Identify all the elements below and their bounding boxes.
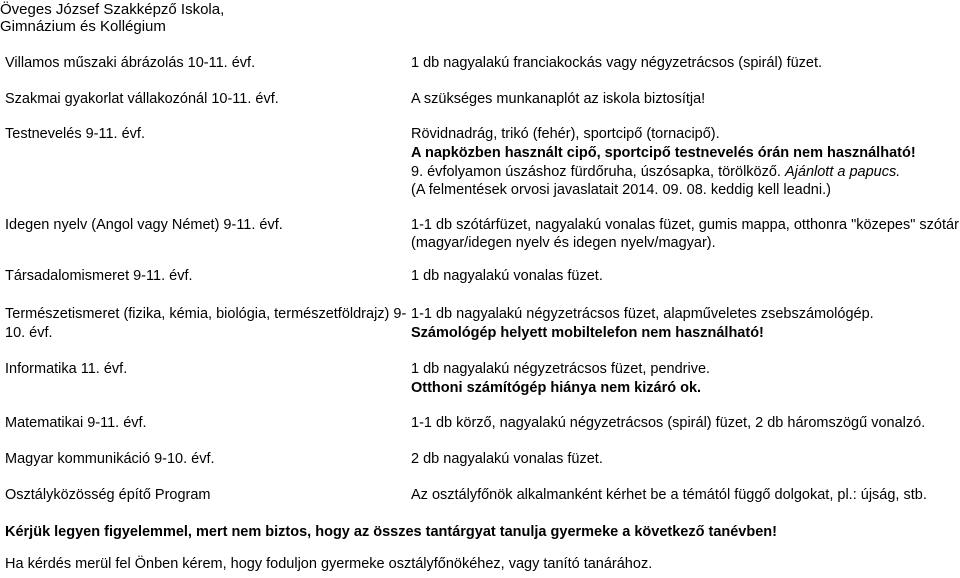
subject-label: Idegen nyelv (Angol vagy Német) 9-11. évf. (5, 217, 283, 233)
subject-label: Magyar kommunikáció 9-10. évf. (5, 451, 215, 467)
requirement-warning: A napközben használt cipő, sportcipő testnevelés órán nem használható! (411, 145, 916, 161)
requirement-text: (magyar/idegen nyelv és idegen nyelv/magyar). (411, 235, 716, 251)
requirement-text: 1-1 db nagyalakú négyzetrácsos füzet, alapműveletes zsebszámológép. (411, 306, 874, 322)
requirement-recommendation: Ajánlott a papucs. (784, 164, 901, 180)
school-name-line1: Öveges József Szakképző Iskola, (0, 1, 225, 18)
subject-label: Szakmai gyakorlat vállakozónál 10-11. évf. (5, 91, 279, 107)
requirement-text: 2 db nagyalakú vonalas füzet. (411, 451, 603, 467)
requirement-text-part: 9. évfolyamon úszáshoz fürdőruha, úszósapka, törölköző. (411, 164, 785, 180)
subject-label: Osztályközösség építő Program (5, 487, 211, 503)
requirement-text: A szükséges munkanaplót az iskola biztosítja! (411, 91, 706, 107)
subject-label: Testnevelés 9-11. évf. (5, 126, 145, 142)
subject-label: Társadalomismeret 9-11. évf. (5, 268, 193, 284)
requirement-text: 1 db nagyalakú vonalas füzet. (411, 268, 603, 284)
contact-note: Ha kérdés merül fel Önben kérem, hogy foduljon gyermeke osztályfőnökéhez, vagy tanító tanárához. (5, 556, 653, 572)
notice-text: Kérjük legyen figyelemmel, mert nem biztos, hogy az összes tantárgyat tanulja gyermeke a következő tanévben! (5, 524, 777, 540)
requirement-text: Az osztályfőnök alkalmanként kérhet be a témától függő dolgokat, pl.: újság, stb. (411, 487, 927, 503)
requirement-note: (A felmentések orvosi javaslatait 2014. 09. 08. keddig kell leadni.) (411, 182, 831, 198)
requirement-text: 1 db nagyalakú franciakockás vagy négyzetrácsos (spirál) füzet. (411, 55, 823, 71)
subject-label: 10. évf. (5, 325, 53, 341)
requirement-text: 1-1 db szótárfüzet, nagyalakú vonalas füzet, gumis mappa, otthonra "közepes" szótár (411, 217, 959, 233)
requirement-text (411, 164, 900, 181)
school-name-line2: Gimnázium és Kollégium (0, 18, 166, 35)
subject-label: Természetismeret (fizika, kémia, biológia, természetföldrajz) 9- (5, 306, 407, 322)
subject-label: Villamos műszaki ábrázolás 10-11. évf. (5, 55, 256, 71)
requirement-warning: Számológép helyett mobiltelefon nem használható! (411, 325, 764, 341)
subject-label: Informatika 11. évf. (5, 361, 128, 377)
requirement-text: 1-1 db körző, nagyalakú négyzetrácsos (spirál) füzet, 2 db háromszögű vonalzó. (411, 415, 926, 431)
requirement-warning: Otthoni számítógép hiánya nem kizáró ok. (411, 380, 702, 396)
requirement-text: Rövidnadrág, trikó (fehér), sportcipő (tornacipő). (411, 126, 720, 142)
subject-label: Matematikai 9-11. évf. (5, 415, 147, 431)
requirement-text: 1 db nagyalakú négyzetrácsos füzet, pendrive. (411, 361, 711, 377)
